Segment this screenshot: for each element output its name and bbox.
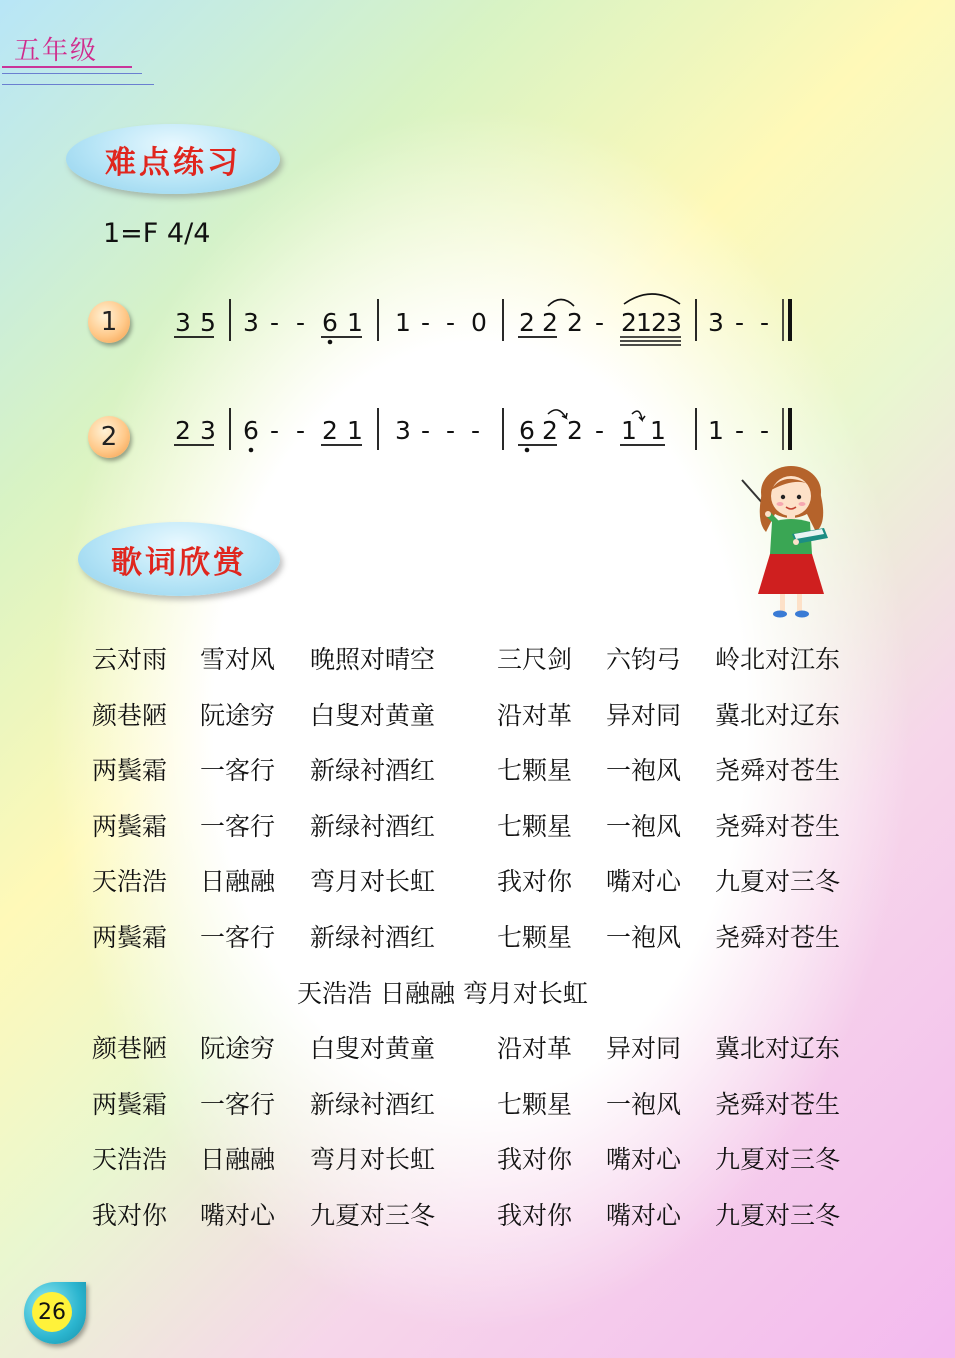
lyric-phrase: 一客行 — [200, 811, 276, 841]
note: 2 — [175, 416, 191, 445]
lyric-phrase: 嘴对心 — [606, 867, 682, 897]
note: 6 — [519, 416, 535, 445]
lower-octave-dot — [328, 340, 333, 345]
lyric-phrase: 阮途穷 — [200, 1034, 276, 1064]
lyric-phrase: 嘴对心 — [606, 1145, 682, 1175]
note: 6 — [322, 308, 338, 337]
note: 3 — [243, 308, 259, 337]
lyric-phrase: 阮途穷 — [200, 700, 276, 730]
lyric-line — [92, 1021, 872, 1077]
lyric-phrase: 九夏对三冬 — [715, 1145, 841, 1175]
grade-label: 五年级 — [14, 36, 99, 66]
lyric-phrase: 一袍风 — [606, 811, 682, 841]
note: 1 — [347, 416, 363, 445]
section-title-practice: 难点练习 — [66, 124, 280, 194]
slur — [624, 294, 680, 304]
lyric-line — [92, 688, 872, 744]
lyric-phrase: 沿对革 — [497, 1034, 573, 1064]
note: 2 — [322, 416, 338, 445]
note: 3 — [666, 308, 682, 337]
lower-octave-dot — [249, 448, 254, 453]
lyric-phrase: 我对你 — [92, 1200, 168, 1230]
lyric-phrase: 白叟对黄童 — [310, 1034, 436, 1064]
lyric-phrase: 一客行 — [200, 1089, 276, 1119]
teacher-illustration — [736, 462, 846, 622]
dash: - — [270, 416, 280, 445]
lyric-phrase: 冀北对辽东 — [715, 700, 841, 730]
note: 2 — [567, 416, 583, 445]
lyric-phrase: 两鬓霜 — [92, 922, 168, 952]
lyric-line — [92, 632, 872, 688]
note: 3 — [175, 308, 191, 337]
lyric-phrase: 异对同 — [606, 1034, 682, 1064]
lyric-phrase: 岭北对江东 — [715, 645, 841, 674]
lyric-line — [92, 1132, 872, 1188]
lyric-phrase: 九夏对三冬 — [715, 1200, 841, 1230]
note: 2 — [542, 308, 558, 337]
dash: - — [595, 416, 605, 445]
lyric-phrase: 弯月对长虹 — [310, 867, 436, 897]
lyric-phrase: 一客行 — [200, 756, 276, 786]
note: 3 — [395, 416, 411, 445]
dash: - — [735, 308, 745, 337]
lyric-phrase: 雪对风 — [200, 645, 276, 674]
lyric-phrase: 七颗星 — [497, 756, 573, 786]
lyric-phrase: 天浩浩 — [92, 1145, 168, 1175]
lyric-phrase: 晚照对晴空 — [310, 645, 436, 674]
lyric-phrase: 七颗星 — [497, 811, 573, 841]
lower-octave-dot — [525, 448, 530, 453]
lyric-phrase: 沿对革 — [497, 700, 573, 730]
note: 2 — [519, 308, 535, 337]
lyric-phrase: 尧舜对苍生 — [715, 756, 841, 786]
lyric-phrase: 两鬓霜 — [92, 756, 168, 786]
note: 1 — [395, 308, 411, 337]
dash: - — [270, 308, 280, 337]
section-title-lyrics: 歌词欣赏 — [78, 522, 280, 596]
exercise-number-badge: 1 — [88, 301, 130, 343]
lyric-phrase: 两鬓霜 — [92, 811, 168, 841]
lyric-phrase: 弯月对长虹 — [310, 1145, 436, 1175]
dash: - — [296, 308, 306, 337]
note: 2 — [651, 308, 667, 337]
lyric-phrase: 一袍风 — [606, 1089, 682, 1119]
dash: - — [471, 416, 481, 445]
lyric-phrase: 嘴对心 — [606, 1200, 682, 1230]
lyric-phrase: 尧舜对苍生 — [715, 1089, 841, 1119]
page-number: 26 — [32, 1292, 72, 1332]
lyric-phrase: 九夏对三冬 — [715, 867, 841, 897]
lyric-line — [92, 743, 872, 799]
dash: - — [446, 416, 456, 445]
lyric-phrase: 白叟对黄童 — [310, 700, 436, 730]
lyric-phrase: 新绿衬酒红 — [310, 1089, 436, 1119]
lyric-phrase: 两鬓霜 — [92, 1089, 168, 1119]
lyric-phrase: 三尺剑 — [497, 645, 573, 674]
lyric-phrase: 异对同 — [606, 700, 682, 730]
dash: - — [760, 416, 770, 445]
lyric-line — [92, 799, 872, 855]
lyric-phrase: 一袍风 — [606, 922, 682, 952]
note: 3 — [708, 308, 724, 337]
lyric-phrase: 颜巷陋 — [92, 700, 168, 730]
lyric-line — [92, 910, 872, 966]
note: 6 — [243, 416, 259, 445]
lyric-phrase: 新绿衬酒红 — [310, 922, 436, 952]
lyric-phrase: 我对你 — [497, 867, 573, 897]
note: 2 — [542, 416, 558, 445]
note: 1 — [708, 416, 724, 445]
lyric-line — [92, 1188, 872, 1244]
lyric-phrase: 九夏对三冬 — [310, 1200, 436, 1230]
note: 5 — [200, 308, 216, 337]
lyric-line-centered — [92, 966, 872, 1022]
notation-score — [0, 0, 955, 520]
dash: - — [421, 308, 431, 337]
lyric-line — [92, 854, 872, 910]
dash: - — [421, 416, 431, 445]
exercise-number-badge: 2 — [88, 416, 130, 458]
note: 3 — [200, 416, 216, 445]
dash: - — [446, 308, 456, 337]
dash: - — [296, 416, 306, 445]
note: 2 — [567, 308, 583, 337]
note: 1 — [650, 416, 666, 445]
dash: - — [760, 308, 770, 337]
lyric-phrase: 嘴对心 — [200, 1200, 276, 1230]
lyric-phrase: 冀北对辽东 — [715, 1034, 841, 1064]
note: 2 — [621, 308, 637, 337]
lyric-phrase: 天浩浩 — [92, 867, 168, 897]
lyric-phrase: 日融融 — [200, 1145, 276, 1175]
tie — [548, 300, 574, 307]
exercise-1-notation — [174, 294, 790, 345]
lyric-phrase: 日融融 — [200, 867, 276, 897]
lyric-phrase: 新绿衬酒红 — [310, 811, 436, 841]
page-number-badge — [24, 1282, 86, 1344]
lyric-phrase: 尧舜对苍生 — [715, 922, 841, 952]
exercise-2-notation — [174, 408, 790, 452]
key-signature: 1=F 4/4 — [103, 218, 211, 249]
lyric-phrase: 云对雨 — [92, 645, 168, 674]
lyrics-block — [92, 632, 872, 1244]
lyric-phrase: 天浩浩 日融融 弯月对长虹 — [297, 978, 588, 1008]
lyric-phrase: 七颗星 — [497, 922, 573, 952]
lyric-phrase: 六钧弓 — [606, 645, 682, 674]
note: 1 — [347, 308, 363, 337]
lyric-phrase: 新绿衬酒红 — [310, 756, 436, 786]
dash: - — [595, 308, 605, 337]
note: 0 — [471, 308, 487, 337]
lyric-phrase: 一袍风 — [606, 756, 682, 786]
lyric-phrase: 七颗星 — [497, 1089, 573, 1119]
lyric-phrase: 尧舜对苍生 — [715, 811, 841, 841]
lyric-line — [92, 1077, 872, 1133]
note: 1 — [621, 416, 637, 445]
lyric-phrase: 我对你 — [497, 1200, 573, 1230]
note: 1 — [636, 308, 652, 337]
lyric-phrase: 我对你 — [497, 1145, 573, 1175]
lyric-phrase: 颜巷陋 — [92, 1034, 168, 1064]
lyric-phrase: 一客行 — [200, 922, 276, 952]
dash: - — [735, 416, 745, 445]
